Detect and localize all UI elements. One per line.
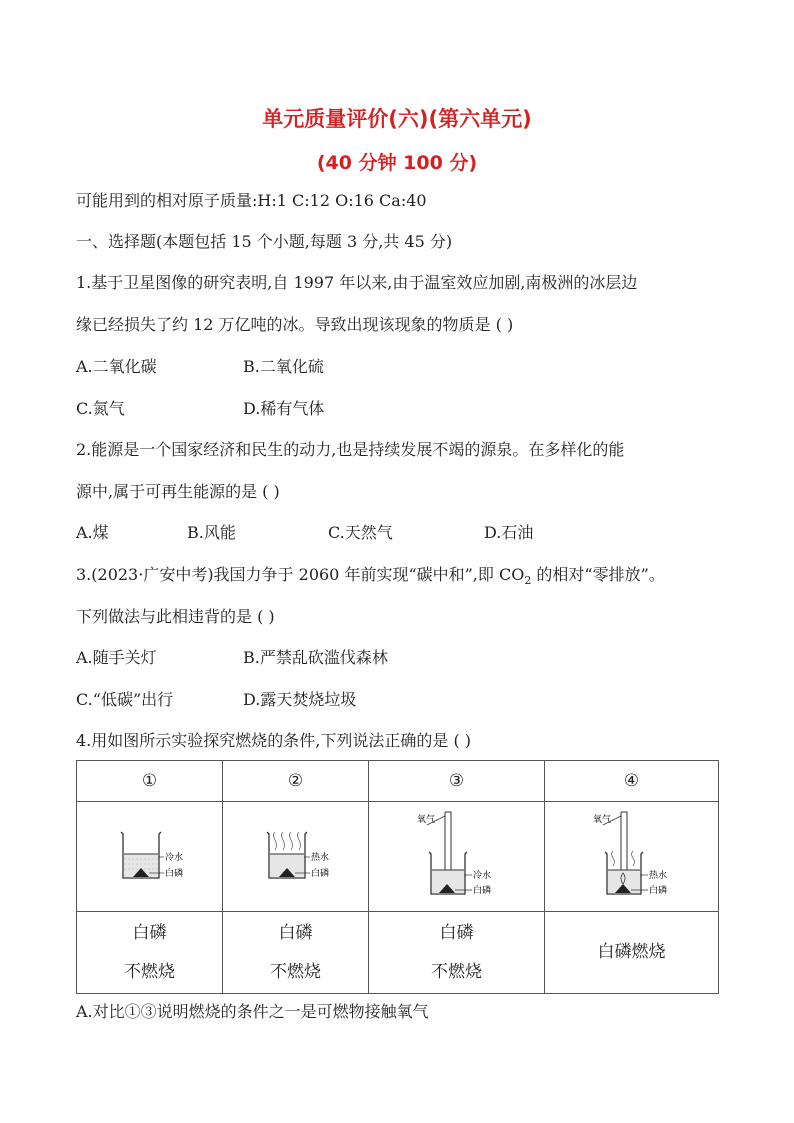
- experiment-1-figure: [77, 802, 223, 912]
- experiment-2-figure: [223, 802, 369, 912]
- svg-text:冷水: 冷水: [165, 853, 184, 863]
- section-heading: 一、选择题(本题包括 15 个小题,每题 3 分,共 45 分): [76, 232, 453, 251]
- header-1: ①: [77, 761, 223, 802]
- svg-text:白磷: 白磷: [311, 869, 330, 879]
- svg-text:热水: 热水: [649, 871, 668, 881]
- q3-option-b[interactable]: B.严禁乱砍滥伐森林: [243, 648, 388, 667]
- q2-option-c[interactable]: C.天然气: [328, 523, 393, 542]
- q3-option-c[interactable]: C.“低碳”出行: [76, 690, 174, 709]
- page-title: 单元质量评价(六)(第六单元): [262, 107, 532, 131]
- q2-line1: 2.能源是一个国家经济和民生的动力,也是持续发展不竭的源泉。在多样化的能: [76, 440, 625, 459]
- q1-option-d[interactable]: D.稀有气体: [243, 399, 325, 418]
- q1-line2: 缘已经损失了约 12 万亿吨的冰。导致出现该现象的物质是 ( ): [76, 315, 514, 334]
- q1-line1: 1.基于卫星图像的研究表明,自 1997 年以来,由于温室效应加剧,南极洲的冰层边: [76, 273, 638, 292]
- svg-text:氧气: 氧气: [417, 815, 436, 825]
- q1-option-c[interactable]: C.氮气: [76, 399, 125, 418]
- q2-option-b[interactable]: B.风能: [187, 523, 236, 542]
- q1-option-b[interactable]: B.二氧化硫: [243, 357, 324, 376]
- experiment-4-figure: [545, 802, 719, 912]
- q3-option-a[interactable]: A.随手关灯: [76, 648, 157, 667]
- result-2: 白磷 不燃烧: [223, 912, 369, 994]
- q1-option-a[interactable]: A.二氧化碳: [76, 357, 157, 376]
- header-2: ②: [223, 761, 369, 802]
- beaker-cold-water-icon: [77, 802, 223, 906]
- q4-option-a[interactable]: A.对比①③说明燃烧的条件之一是可燃物接触氧气: [76, 1002, 429, 1021]
- q2-option-d[interactable]: D.石油: [484, 523, 534, 542]
- experiment-3-figure: [369, 802, 545, 912]
- result-3: 白磷 不燃烧: [369, 912, 545, 994]
- atomic-mass-line: 可能用到的相对原子质量:H:1 C:12 O:16 Ca:40: [76, 191, 427, 210]
- svg-text:白磷: 白磷: [649, 886, 668, 896]
- result-4: 白磷燃烧: [545, 912, 719, 994]
- q3-line2: 下列做法与此相违背的是 ( ): [76, 607, 275, 626]
- q2-line2: 源中,属于可再生能源的是 ( ): [76, 482, 280, 501]
- beaker-oxygen-hot-icon: [545, 802, 719, 906]
- q2-option-a[interactable]: A.煤: [76, 523, 109, 542]
- beaker-oxygen-cold-icon: [369, 802, 545, 906]
- q4-line1: 4.用如图所示实验探究燃烧的条件,下列说法正确的是 ( ): [76, 731, 472, 750]
- svg-text:氧气: 氧气: [593, 815, 612, 825]
- svg-text:冷水: 冷水: [473, 871, 492, 881]
- svg-text:白磷: 白磷: [473, 886, 492, 896]
- beaker-hot-water-icon: [223, 802, 369, 906]
- header-4: ④: [545, 761, 719, 802]
- svg-text:白磷: 白磷: [165, 869, 184, 879]
- experiment-table: [76, 760, 719, 994]
- q3-option-d[interactable]: D.露天焚烧垃圾: [243, 690, 357, 709]
- svg-text:热水: 热水: [311, 853, 330, 863]
- header-3: ③: [369, 761, 545, 802]
- page-subtitle: (40 分钟 100 分): [316, 152, 478, 174]
- result-1: 白磷 不燃烧: [77, 912, 223, 994]
- q3-line1: 3.(2023·广安中考)我国力争于 2060 年前实现“碳中和”,即 $CO_2$ 的相对“零排放”。: [76, 565, 665, 588]
